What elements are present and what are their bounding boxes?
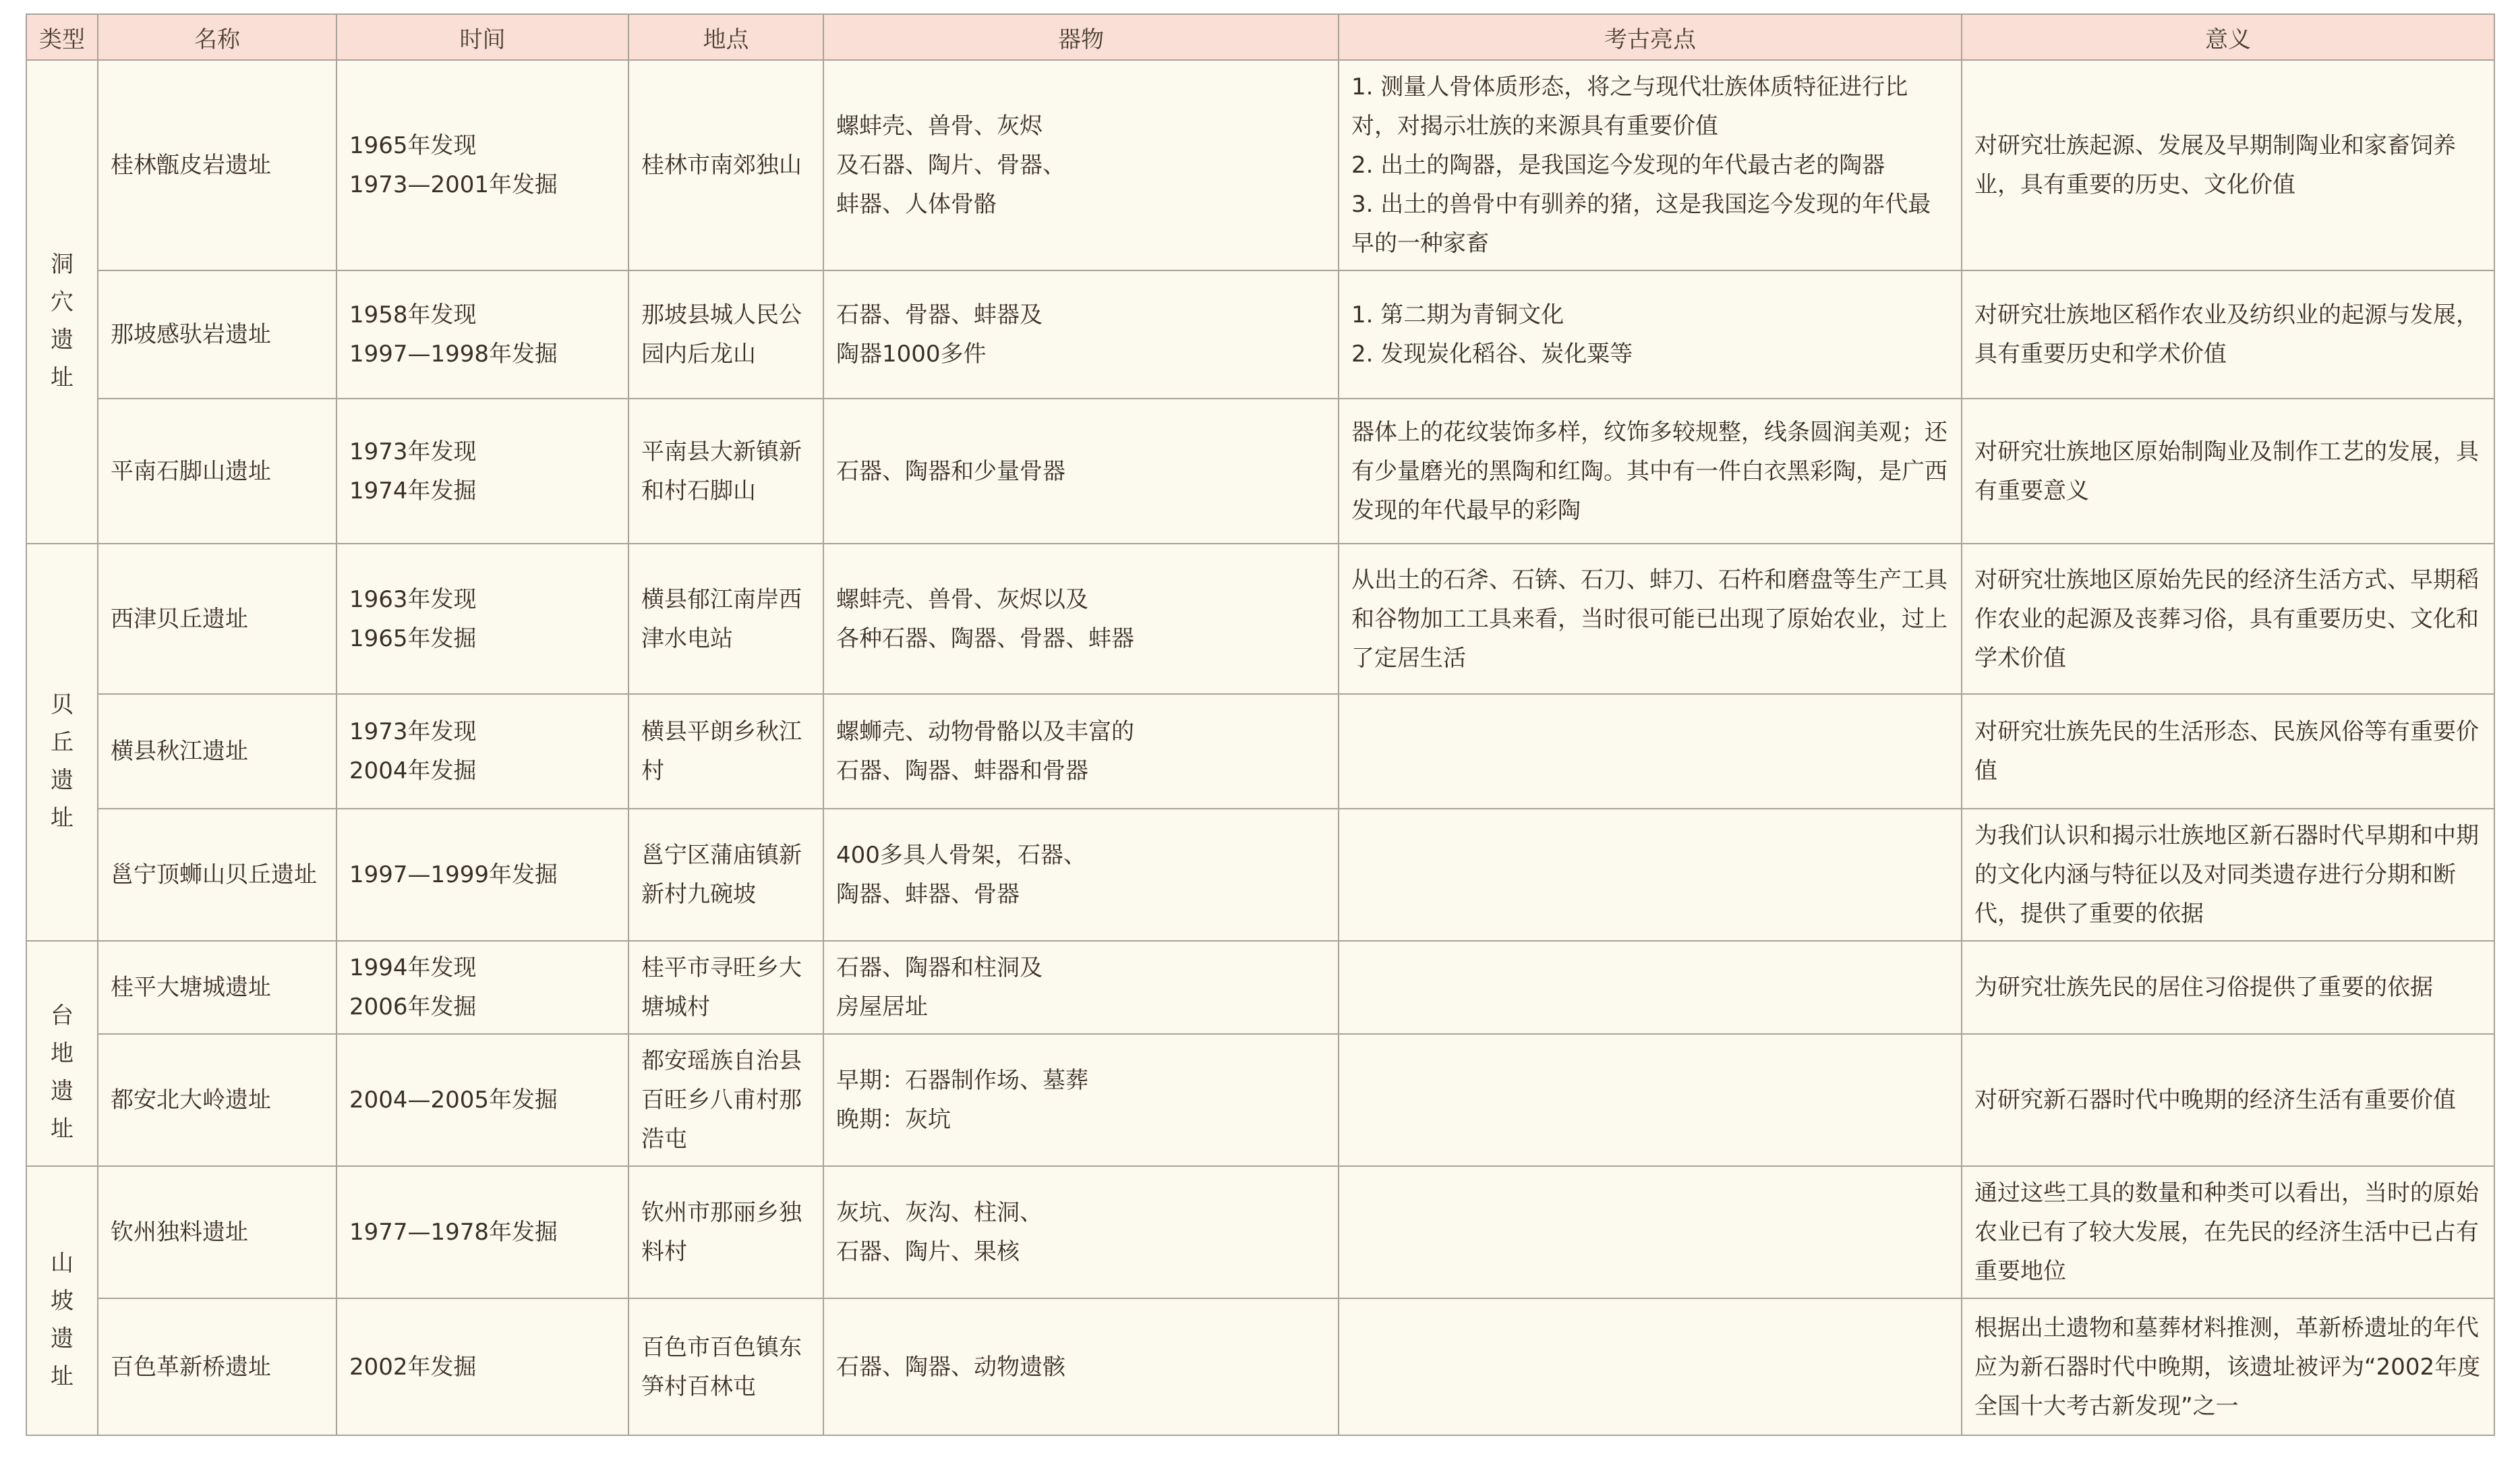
site-time: 1965年发现 1973—2001年发掘 [336, 60, 628, 270]
site-significance: 对研究壮族地区稻作农业及纺织业的起源与发展，具有重要历史和学术价值 [1962, 270, 2494, 399]
site-time: 1973年发现 2004年发掘 [336, 694, 628, 809]
header-artifacts: 器物 [823, 14, 1339, 60]
relic-sites-table [26, 13, 2495, 1436]
table-row [26, 941, 2494, 1034]
relic-table-sheet [26, 13, 2494, 1436]
site-highlights [1339, 694, 1962, 809]
table-row [26, 1166, 2494, 1298]
site-artifacts: 灰坑、灰沟、柱洞、 石器、陶片、果核 [823, 1166, 1339, 1298]
site-significance: 为研究壮族先民的居住习俗提供了重要的依据 [1962, 941, 2494, 1034]
type-cell-terrace [26, 941, 98, 1166]
site-name: 钦州独料遗址 [98, 1166, 336, 1298]
table-row [26, 1034, 2494, 1166]
site-time: 1994年发现 2006年发掘 [336, 941, 628, 1034]
site-artifacts: 石器、陶器、动物遗骸 [823, 1298, 1339, 1435]
header-name: 名称 [98, 14, 336, 60]
site-place: 横县郁江南岸西津水电站 [628, 544, 823, 694]
site-name: 那坡感驮岩遗址 [98, 270, 336, 399]
site-place: 都安瑶族自治县百旺乡八甫村那浩屯 [628, 1034, 823, 1166]
site-place: 桂平市寻旺乡大塘城村 [628, 941, 823, 1034]
site-highlights: 1. 测量人骨体质形态，将之与现代壮族体质特征进行比对，对揭示壮族的来源具有重要价值 2. 出土的陶器，是我国迄今发现的年代最古老的陶器 3. 出土的兽骨中有驯养的猪，这是我国迄今发现的年代最早的一种家畜 [1339, 60, 1962, 270]
site-highlights: 从出土的石斧、石锛、石刀、蚌刀、石杵和磨盘等生产工具和谷物加工工具来看，当时很可能已出现了原始农业，过上了定居生活 [1339, 544, 1962, 694]
type-cell-shell-mound [26, 544, 98, 941]
site-significance: 根据出土遗物和墓葬材料推测，革新桥遗址的年代应为新石器时代中晚期，该遗址被评为“2002年度全国十大考古新发现”之一 [1962, 1298, 2494, 1435]
header-time: 时间 [336, 14, 628, 60]
site-time: 1997—1999年发掘 [336, 809, 628, 941]
site-artifacts: 螺蚌壳、兽骨、灰烬以及 各种石器、陶器、骨器、蚌器 [823, 544, 1339, 694]
header-significance: 意义 [1962, 14, 2494, 60]
site-highlights [1339, 1034, 1962, 1166]
site-name: 邕宁顶蛳山贝丘遗址 [98, 809, 336, 941]
site-significance: 对研究壮族地区原始先民的经济生活方式、早期稻作农业的起源及丧葬习俗，具有重要历史、文化和学术价值 [1962, 544, 2494, 694]
site-artifacts: 早期：石器制作场、墓葬 晚期：灰坑 [823, 1034, 1339, 1166]
site-significance: 对研究壮族起源、发展及早期制陶业和家畜饲养业，具有重要的历史、文化价值 [1962, 60, 2494, 270]
type-label: 洞穴遗址 [51, 250, 74, 391]
site-time: 1963年发现 1965年发掘 [336, 544, 628, 694]
type-cell-cave [26, 60, 98, 544]
site-significance: 对研究新石器时代中晚期的经济生活有重要价值 [1962, 1034, 2494, 1166]
site-artifacts: 螺蛳壳、动物骨骼以及丰富的 石器、陶器、蚌器和骨器 [823, 694, 1339, 809]
site-significance: 对研究壮族地区原始制陶业及制作工艺的发展，具有重要意义 [1962, 399, 2494, 544]
site-artifacts: 石器、陶器和少量骨器 [823, 399, 1339, 544]
site-place: 桂林市南郊独山 [628, 60, 823, 270]
site-place: 钦州市那丽乡独料村 [628, 1166, 823, 1298]
type-label: 山坡遗址 [51, 1249, 74, 1390]
site-place: 百色市百色镇东笋村百林屯 [628, 1298, 823, 1435]
site-artifacts: 石器、陶器和柱洞及 房屋居址 [823, 941, 1339, 1034]
site-time: 1973年发现 1974年发掘 [336, 399, 628, 544]
site-time: 1958年发现 1997—1998年发掘 [336, 270, 628, 399]
site-name: 都安北大岭遗址 [98, 1034, 336, 1166]
table-row [26, 399, 2494, 544]
header-place: 地点 [628, 14, 823, 60]
site-time: 2002年发掘 [336, 1298, 628, 1435]
site-highlights [1339, 1166, 1962, 1298]
site-highlights: 器体上的花纹装饰多样，纹饰多较规整，线条圆润美观；还有少量磨光的黑陶和红陶。其中有一件白衣黑彩陶，是广西发现的年代最早的彩陶 [1339, 399, 1962, 544]
type-label: 台地遗址 [51, 1002, 74, 1143]
site-name: 桂林甑皮岩遗址 [98, 60, 336, 270]
table-row [26, 694, 2494, 809]
table-row [26, 1298, 2494, 1435]
site-name: 横县秋江遗址 [98, 694, 336, 809]
site-significance: 对研究壮族先民的生活形态、民族风俗等有重要价值 [1962, 694, 2494, 809]
site-significance: 为我们认识和揭示壮族地区新石器时代早期和中期的文化内涵与特征以及对同类遗存进行分期和断代，提供了重要的依据 [1962, 809, 2494, 941]
site-name: 百色革新桥遗址 [98, 1298, 336, 1435]
table-row [26, 60, 2494, 270]
site-time: 1977—1978年发掘 [336, 1166, 628, 1298]
table-row [26, 544, 2494, 694]
table-row [26, 270, 2494, 399]
site-artifacts: 石器、骨器、蚌器及 陶器1000多件 [823, 270, 1339, 399]
site-place: 横县平朗乡秋江村 [628, 694, 823, 809]
header-row [26, 14, 2494, 60]
site-place: 邕宁区蒲庙镇新新村九碗坡 [628, 809, 823, 941]
site-place: 那坡县城人民公园内后龙山 [628, 270, 823, 399]
site-time: 2004—2005年发掘 [336, 1034, 628, 1166]
site-place: 平南县大新镇新和村石脚山 [628, 399, 823, 544]
site-artifacts: 螺蚌壳、兽骨、灰烬 及石器、陶片、骨器、 蚌器、人体骨骼 [823, 60, 1339, 270]
site-name: 桂平大塘城遗址 [98, 941, 336, 1034]
site-highlights [1339, 941, 1962, 1034]
site-name: 平南石脚山遗址 [98, 399, 336, 544]
site-name: 西津贝丘遗址 [98, 544, 336, 694]
site-artifacts: 400多具人骨架，石器、 陶器、蚌器、骨器 [823, 809, 1339, 941]
table-row [26, 809, 2494, 941]
site-significance: 通过这些工具的数量和种类可以看出，当时的原始农业已有了较大发展，在先民的经济生活中已占有重要地位 [1962, 1166, 2494, 1298]
site-highlights [1339, 809, 1962, 941]
header-type: 类型 [26, 14, 98, 60]
site-highlights: 1. 第二期为青铜文化 2. 发现炭化稻谷、炭化粟等 [1339, 270, 1962, 399]
type-cell-hillside [26, 1166, 98, 1435]
header-highlights: 考古亮点 [1339, 14, 1962, 60]
type-label: 贝丘遗址 [51, 691, 74, 832]
site-highlights [1339, 1298, 1962, 1435]
